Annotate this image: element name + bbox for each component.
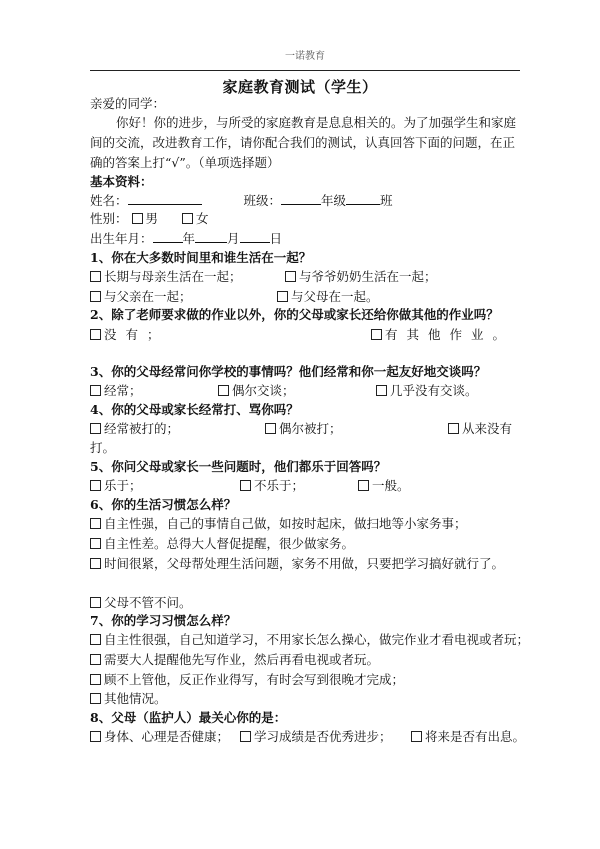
grade-blank[interactable]: [281, 192, 321, 205]
checkbox[interactable]: [90, 674, 101, 685]
checkbox[interactable]: [90, 538, 101, 549]
question-3: 3、你的父母经常问你学校的事情吗？他们经常和你一起友好地交谈吗？: [90, 364, 487, 379]
intro-paragraph: 你好！你的进步，与所受的家庭教育是息息相关的。为了加强学生和家庭间的交流，改进教育工作，请你配合我们的测试，认真回答下面的问题，在正确的答案上打“√”。（单项选择题）: [90, 115, 517, 170]
checkbox[interactable]: [358, 480, 369, 491]
option-label: 自主性强，自己的事情自己做，如按时起床，做扫地等小家务事；: [104, 516, 467, 531]
q7-option-4[interactable]: [90, 691, 167, 707]
checkbox[interactable]: [90, 329, 101, 340]
checkbox[interactable]: [90, 385, 101, 396]
q5-option-1[interactable]: [90, 478, 142, 494]
option-label: 从来没有: [462, 421, 513, 436]
birth-day-blank[interactable]: [240, 230, 270, 243]
question-8: 8、父母（监护人）最关心你的是：: [90, 710, 287, 725]
checkbox[interactable]: [376, 385, 387, 396]
q3-option-2[interactable]: [218, 383, 295, 399]
option-label: 长期与母亲生活在一起；: [104, 269, 242, 284]
document-title: 家庭教育测试（学生）: [222, 78, 378, 96]
option-label: 与父亲在一起；: [104, 289, 192, 304]
q4-option-1[interactable]: [90, 421, 179, 437]
gender-label: 性别：: [90, 211, 128, 226]
option-label: 经常被打的；: [104, 421, 180, 436]
option-label: 学习成绩是否优秀进步；: [254, 729, 392, 744]
checkbox[interactable]: [90, 480, 101, 491]
option-label: 偶尔交谈；: [232, 383, 295, 398]
option-label: 顾不上管他，反正作业得写，有时会写到很晚才完成；: [104, 672, 405, 687]
checkbox[interactable]: [240, 731, 251, 742]
q4-option-3-continued: 打。: [90, 440, 116, 455]
option-label: 身体、心理是否健康；: [104, 729, 230, 744]
checkbox[interactable]: [90, 271, 101, 282]
option-label: 自主性差。总得大人督促提醒，很少做家务。: [104, 536, 355, 551]
checkbox[interactable]: [411, 731, 422, 742]
month-label: 月: [227, 231, 240, 246]
checkbox[interactable]: [90, 693, 101, 704]
checkbox[interactable]: [90, 654, 101, 665]
option-label: 自主性很强，自己知道学习，不用家长怎么操心，做完作业才看电视或者玩；: [104, 632, 530, 647]
q6-option-3[interactable]: [90, 556, 504, 572]
option-label: 几乎没有交谈。: [390, 383, 478, 398]
name-class-row: [90, 192, 393, 209]
q1-option-3[interactable]: [90, 289, 192, 305]
male-checkbox[interactable]: [132, 213, 143, 224]
greeting: 亲爱的同学：: [90, 96, 166, 111]
question-2: 2、除了老师要求做的作业以外，你的父母或家长还给你做其他的作业吗？: [90, 307, 499, 322]
basic-info-heading: 基本资料：: [90, 174, 153, 189]
q6-option-4[interactable]: [90, 595, 192, 611]
name-label: 姓名：: [90, 193, 128, 208]
class-label: 班级：: [243, 193, 281, 208]
day-label: 日: [269, 231, 283, 246]
q1-option-2[interactable]: [285, 269, 437, 285]
q7-option-1[interactable]: [90, 632, 529, 648]
option-label: 其他情况。: [104, 691, 167, 706]
option-label: 不乐于；: [254, 478, 305, 493]
grade-label: 年级: [321, 193, 347, 208]
checkbox[interactable]: [265, 423, 276, 434]
checkbox[interactable]: [90, 731, 101, 742]
option-label: 一般。: [372, 478, 410, 493]
female-checkbox[interactable]: [182, 213, 193, 224]
option-label: 偶尔被打；: [279, 421, 342, 436]
q8-option-3[interactable]: [411, 729, 525, 745]
checkbox[interactable]: [240, 480, 251, 491]
option-label: 父母不管不问。: [104, 595, 192, 610]
class-suffix: 班: [380, 193, 393, 208]
q3-option-1[interactable]: [90, 383, 142, 399]
option-label: 时间很紧，父母帮处理生活问题，家务不用做，只要把学习搞好就行了。: [104, 556, 505, 571]
q6-option-1[interactable]: [90, 516, 467, 532]
option-label: 与父母在一起。: [291, 289, 379, 304]
option-label: 与爷爷奶奶生活在一起；: [299, 269, 437, 284]
q1-option-4[interactable]: [277, 289, 379, 305]
page-header: [90, 46, 520, 71]
question-4: 4、你的父母或家长经常打、骂你吗？: [90, 402, 299, 417]
option-label: 需要大人提醒他先写作业，然后再看电视或者玩。: [104, 652, 380, 667]
birth-row: [90, 230, 282, 247]
class-blank[interactable]: [346, 192, 380, 205]
option-label: 没有；: [104, 327, 169, 342]
q6-option-2[interactable]: [90, 536, 354, 552]
checkbox[interactable]: [90, 291, 101, 302]
question-1: 1、你在大多数时间里和谁生活在一起？: [90, 250, 312, 265]
checkbox[interactable]: [90, 423, 101, 434]
q8-option-2[interactable]: [240, 729, 392, 745]
checkbox[interactable]: [90, 597, 101, 608]
birth-label: 出生年月：: [90, 231, 153, 246]
q5-option-3[interactable]: [358, 478, 410, 494]
checkbox[interactable]: [90, 518, 101, 529]
q7-option-2[interactable]: [90, 652, 379, 668]
gender-row: [90, 211, 209, 227]
checkbox[interactable]: [90, 634, 101, 645]
q5-option-2[interactable]: [240, 478, 304, 494]
female-label: 女: [195, 211, 209, 226]
header-text: 一诺教育: [285, 51, 325, 62]
q2-option-2[interactable]: [371, 327, 514, 343]
option-label: 乐于；: [104, 478, 142, 493]
birth-year-blank[interactable]: [153, 230, 183, 243]
checkbox[interactable]: [448, 423, 459, 434]
male-label: 男: [145, 211, 159, 226]
question-7: 7、你的学习习惯怎么样？: [90, 613, 237, 628]
checkbox[interactable]: [371, 329, 382, 340]
option-label: 经常；: [104, 383, 142, 398]
q4-option-2[interactable]: [265, 421, 342, 437]
q1-option-1[interactable]: [90, 269, 242, 285]
checkbox[interactable]: [218, 385, 229, 396]
q7-option-3[interactable]: [90, 672, 404, 688]
question-6: 6、你的生活习惯怎么样？: [90, 497, 237, 512]
option-label: 将来是否有出息。: [425, 729, 526, 744]
option-label: 有其他作业。: [385, 327, 515, 342]
q8-option-1[interactable]: [90, 729, 229, 745]
checkbox[interactable]: [285, 271, 296, 282]
q4-option-3[interactable]: [448, 421, 512, 437]
q2-option-1[interactable]: [90, 327, 169, 343]
birth-month-blank[interactable]: [195, 230, 227, 243]
checkbox[interactable]: [90, 558, 101, 569]
name-blank[interactable]: [128, 192, 202, 205]
q3-option-3[interactable]: [376, 383, 478, 399]
checkbox[interactable]: [277, 291, 288, 302]
question-5: 5、你问父母或家长一些问题时，他们都乐于回答吗？: [90, 459, 387, 474]
year-label: 年: [182, 231, 196, 246]
